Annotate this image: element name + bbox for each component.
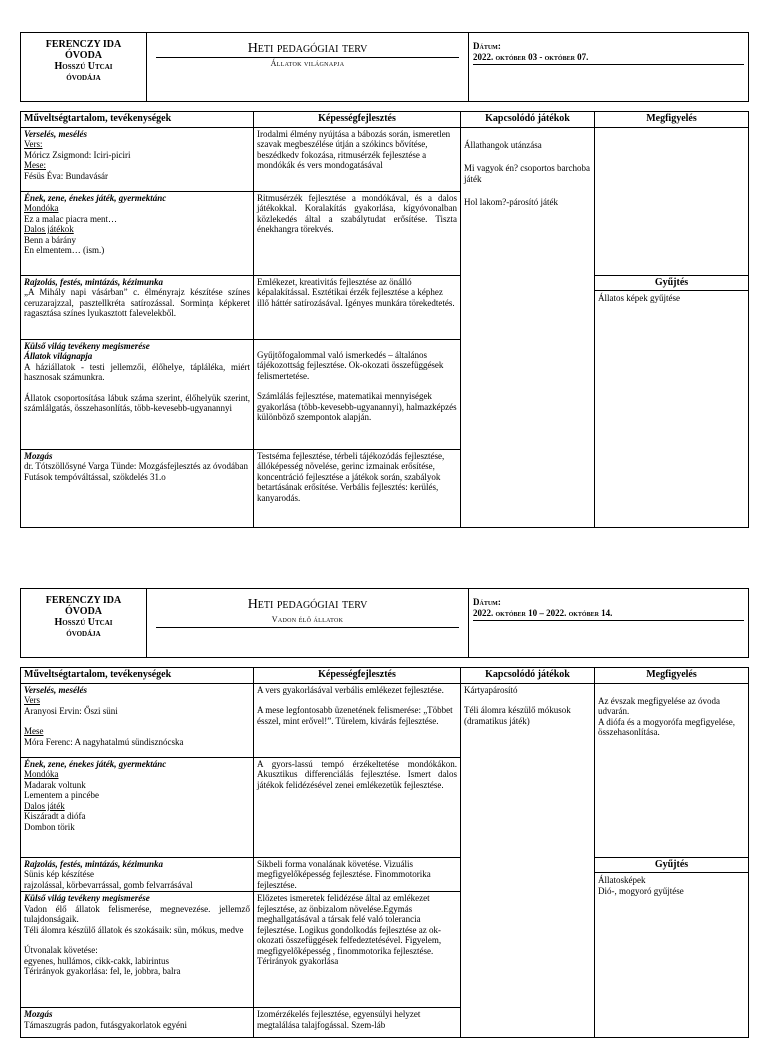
- activity-line: Benn a bárány: [24, 234, 76, 245]
- collection-item: Állatos képek gyűjtése: [598, 293, 680, 303]
- observation-item: A diófa és a mogyorófa megfigyelése, összehasonlítása.: [598, 716, 735, 737]
- development-cell: [254, 339, 461, 449]
- org-line: FERENCZY IDA: [45, 595, 122, 606]
- weekly-plan-2: [20, 588, 748, 1038]
- plan-title-cell: [147, 589, 469, 658]
- development-cell: [254, 683, 461, 757]
- collection-cell: [595, 857, 749, 1038]
- org-line: FERENCZY IDA: [45, 39, 122, 50]
- date-cell: [469, 589, 749, 658]
- activity-cell: [21, 449, 254, 527]
- activity-line: Mese:: [24, 160, 46, 170]
- activity-line: Mese: [24, 726, 44, 736]
- collection-heading: Gyűjtés: [595, 859, 748, 874]
- activity-cell: [21, 683, 254, 757]
- development-text: Számlálás fejlesztése, matematikai mennyiségek gyakorlása (több-kevesebb-ugyanannyi), halmazképzés különböző szempontok alapján.: [257, 391, 457, 422]
- column-header: Műveltségtartalom, tevékenységek: [21, 112, 254, 128]
- observation-item: Az évszak megfigyelése az óvoda udvarán.: [598, 695, 720, 716]
- activity-cell: [21, 757, 254, 857]
- activity-line: En elmentem… (ism.): [24, 245, 105, 255]
- plan-title: Heti pedagógiai terv: [247, 597, 368, 612]
- development-cell: Emlékezet, kreativitás fejlesztése az önálló képalakítással. Esztétikai érzék fejlesztése a képhez illő háttér satírozásával. Igényes munkára törekedtetés.: [254, 275, 461, 339]
- column-header: Megfigyelés: [595, 112, 749, 128]
- activity-cell: [21, 892, 254, 1008]
- activity-line: Fésüs Éva: Bundavásár: [24, 170, 108, 181]
- activity-heading: Rajzolás, festés, mintázás, kézimunka: [24, 858, 164, 869]
- activity-text: „A Mihály napi vásárban” c. élményrajz készítése színes ceruzarajzzal, pasztellkréta satírozással. Sormința képkeret ragasztása színes lyukasztott falevelekből.: [24, 287, 250, 318]
- activity-text: egyenes, hullámos, cikk-cakk, labirintus: [24, 955, 169, 966]
- plan-title: Heti pedagógiai terv: [247, 41, 368, 56]
- game-item: Hol lakom?-párosító játék: [464, 197, 558, 207]
- activity-cell: [21, 339, 254, 449]
- development-cell: Előzetes ismeretek felidézése által az emlékezet fejlesztése, az önbizalom növelése.Egymás meghallgatásával a társak felé való tolerancia fejlesztése. Logikus gondolkodás fejlesztése az ok-okozati összefüggések felfedeztetésével. Figyelem, megfigyelőképesség , finommotorika fejlesztése. Térirányok gyakorlása: [254, 892, 461, 1008]
- activity-heading: Külső világ tevékeny megismerése: [24, 893, 150, 903]
- activity-cell: [21, 1008, 254, 1038]
- column-header: Megfigyelés: [595, 668, 749, 684]
- activity-heading: Verselés, mesélés: [24, 684, 87, 695]
- column-header: Kapcsolódó játékok: [461, 668, 595, 684]
- games-cell: [461, 683, 595, 1038]
- activity-heading: Ének, zene, énekes játék, gyermektánc: [24, 192, 167, 203]
- development-cell: Testséma fejlesztése, térbeli tájékozódás fejlesztése, állóképesség növelése, gerinc izmainak erősítése, koncentráció fejlesztése a játékok során, szabályok betartásának erősítése. Verbális fejlesztés: kerülés, kanyarodás.: [254, 449, 461, 527]
- development-cell: Síkbeli forma vonalának követése. Vizuális megfigyelőképesség fejlesztése. Finommotorika fejlesztése.: [254, 857, 461, 892]
- date-value: 2022. október 03 - október 07.: [473, 52, 744, 66]
- date-label: Dátum:: [473, 597, 501, 607]
- activity-line: Sünis kép készítése: [24, 869, 94, 879]
- game-item: (dramatikus játék): [464, 715, 530, 726]
- collection-item: Dió-, mogyoró gyűjtése: [598, 885, 684, 896]
- plan-body-table: [20, 111, 749, 528]
- activity-line: Vers:: [24, 139, 43, 149]
- column-header: Kapcsolódó játékok: [461, 112, 595, 128]
- plan-header-table: [20, 588, 749, 658]
- activity-text: Útvonalak követése:: [24, 945, 98, 955]
- activity-line: Madarak voltunk: [24, 779, 86, 790]
- plan-body-table: [20, 667, 749, 1038]
- activity-line: Mondóka: [24, 203, 59, 213]
- column-header: Műveltségtartalom, tevékenységek: [21, 668, 254, 684]
- plan-subtitle: Vadon élő állatok: [271, 614, 344, 624]
- date-value: 2022. október 10 – 2022. október 14.: [473, 608, 744, 622]
- activity-heading: Mozgás: [24, 450, 53, 461]
- activity-text: Támaszugrás padon, futásgyakorlatok egyéni: [24, 1019, 187, 1030]
- activity-line: Dalos játék: [24, 800, 65, 811]
- activity-cell: [21, 275, 254, 339]
- activity-text: Térirányok gyakorlása: fel, le, jobbra, balra: [24, 966, 181, 976]
- development-cell: Ritmusérzék fejlesztése a mondókával, és a dalos játékokkal. Koralakítás gyakorlása, kígyóvonalban közlekedés által a szabálytudat erősítése. Tiszta énekhangra törekvés.: [254, 191, 461, 275]
- org-line: Hosszú Utcai: [54, 617, 113, 628]
- activity-cell: [21, 191, 254, 275]
- date-cell: [469, 33, 749, 102]
- activity-heading: Mozgás: [24, 1009, 53, 1019]
- activity-line: Dalos játékok: [24, 224, 74, 234]
- activity-line: rajzolással, körbevarrással, gomb felvarrásával: [24, 879, 193, 890]
- org-line: Hosszú Utcai: [54, 61, 113, 72]
- column-header: Képességfejlesztés: [254, 112, 461, 128]
- observation-cell: [595, 683, 749, 857]
- activity-heading: Külső világ tevékeny megismerése: [24, 340, 150, 351]
- activity-line: Lementem a pincébe: [24, 790, 99, 800]
- activity-text: Vadon élő állatok felismerése, megnevezése. jellemző tulajdonságaik.: [24, 903, 250, 924]
- development-cell: Izomérzékelés fejlesztése, egyensúlyi helyzet megtalálása talajfogással. Szem-láb: [254, 1008, 461, 1038]
- plan-title-cell: [147, 33, 469, 102]
- date-label: Dátum:: [473, 41, 501, 51]
- development-cell: Irodalmi élmény nyújtása a bábozás során, ismeretlen szavak megbeszélése útján a szókincs bővítése, beszédkedv fokozása, ritmusérzék fejlesztése a mondókák és vers mondogatásával: [254, 127, 461, 191]
- activity-line: Dombon törik: [24, 821, 75, 832]
- kindergarten-name: [21, 589, 147, 658]
- activity-line: Vers: [24, 695, 40, 705]
- observation-cell: [595, 127, 749, 275]
- activity-cell: [21, 127, 254, 191]
- activity-text: Téli álomra készülő állatok és szokásaik: sün, mókus, medve: [24, 924, 244, 935]
- games-cell: [461, 127, 595, 527]
- plan-header-table: [20, 32, 749, 102]
- activity-line: Ez a malac piacra ment…: [24, 213, 117, 224]
- collection-item: Állatosképek: [598, 875, 646, 885]
- activity-text: Állatok csoportosítása lábuk száma szerint, élőhelyük szerint, számlálgatás, összehasonlítás, több-kevesebb-ugyanannyi: [24, 392, 250, 413]
- weekly-plan-1: [20, 32, 748, 528]
- activity-heading: Ének, zene, énekes játék, gyermektánc: [24, 758, 167, 769]
- development-text: A mese legfontosabb üzenetének felismerése: „Többet ésszel, mint erővel!”. Türelem, kivárás fejlesztése.: [257, 705, 453, 726]
- divider: [156, 625, 459, 628]
- activity-line: Futások tempóváltással, szökdelés 31.o: [24, 471, 166, 482]
- org-line: ÓVODA: [64, 50, 103, 61]
- activity-heading: Rajzolás, festés, mintázás, kézimunka: [24, 276, 164, 287]
- org-line: óvodája: [66, 628, 101, 639]
- activity-heading: Verselés, mesélés: [24, 128, 87, 139]
- activity-line: Aranyosi Ervin: Őszi süni: [24, 705, 118, 716]
- activity-line: dr. Tótszöllősyné Varga Tünde: Mozgásfejlesztés az óvodában: [24, 461, 249, 471]
- game-item: Mi vagyok én? csoportos barchoba játék: [464, 163, 590, 184]
- activity-line: Mondóka: [24, 769, 59, 779]
- development-text: Gyűjtőfogalommal való ismerkedés – általános tájékozottság fejlesztése. Ok-okozati összefüggések felismertetése.: [257, 349, 444, 381]
- plan-subtitle: Állatok világnapja: [270, 58, 345, 68]
- activity-line: Kiszáradt a diófa: [24, 811, 86, 821]
- collection-cell: [595, 275, 749, 527]
- activity-text: A háziállatok - testi jellemzői, élőhelye, táplálékа, miért hasznosak számunkra.: [24, 361, 250, 382]
- activity-line: Móricz Zsigmond: Iciri-piciri: [24, 149, 131, 160]
- activity-line: Móra Ferenc: A nagyhatalmú sündisznócska: [24, 736, 184, 747]
- activity-heading: Állatok világnapja: [24, 351, 93, 361]
- column-header: Képességfejlesztés: [254, 668, 461, 684]
- game-item: Kártyapárosító: [464, 684, 518, 695]
- org-line: ÓVODA: [64, 606, 103, 617]
- org-line: óvodája: [66, 72, 101, 83]
- development-cell: A gyors-lassú tempó érzékeltetése mondókákon. Akusztikus differenciálás fejlesztése. Ismert dalos játékok felidézésével zenei emlékezetük fejlesztése.: [254, 757, 461, 857]
- game-item: Téli álomra készülő mókusok: [464, 705, 571, 715]
- development-text: A vers gyakorlásával verbális emlékezet fejlesztése.: [257, 684, 444, 695]
- game-item: Állathangok utánzása: [464, 139, 542, 150]
- collection-heading: Gyűjtés: [595, 277, 748, 292]
- activity-cell: [21, 857, 254, 892]
- kindergarten-name: [21, 33, 147, 102]
